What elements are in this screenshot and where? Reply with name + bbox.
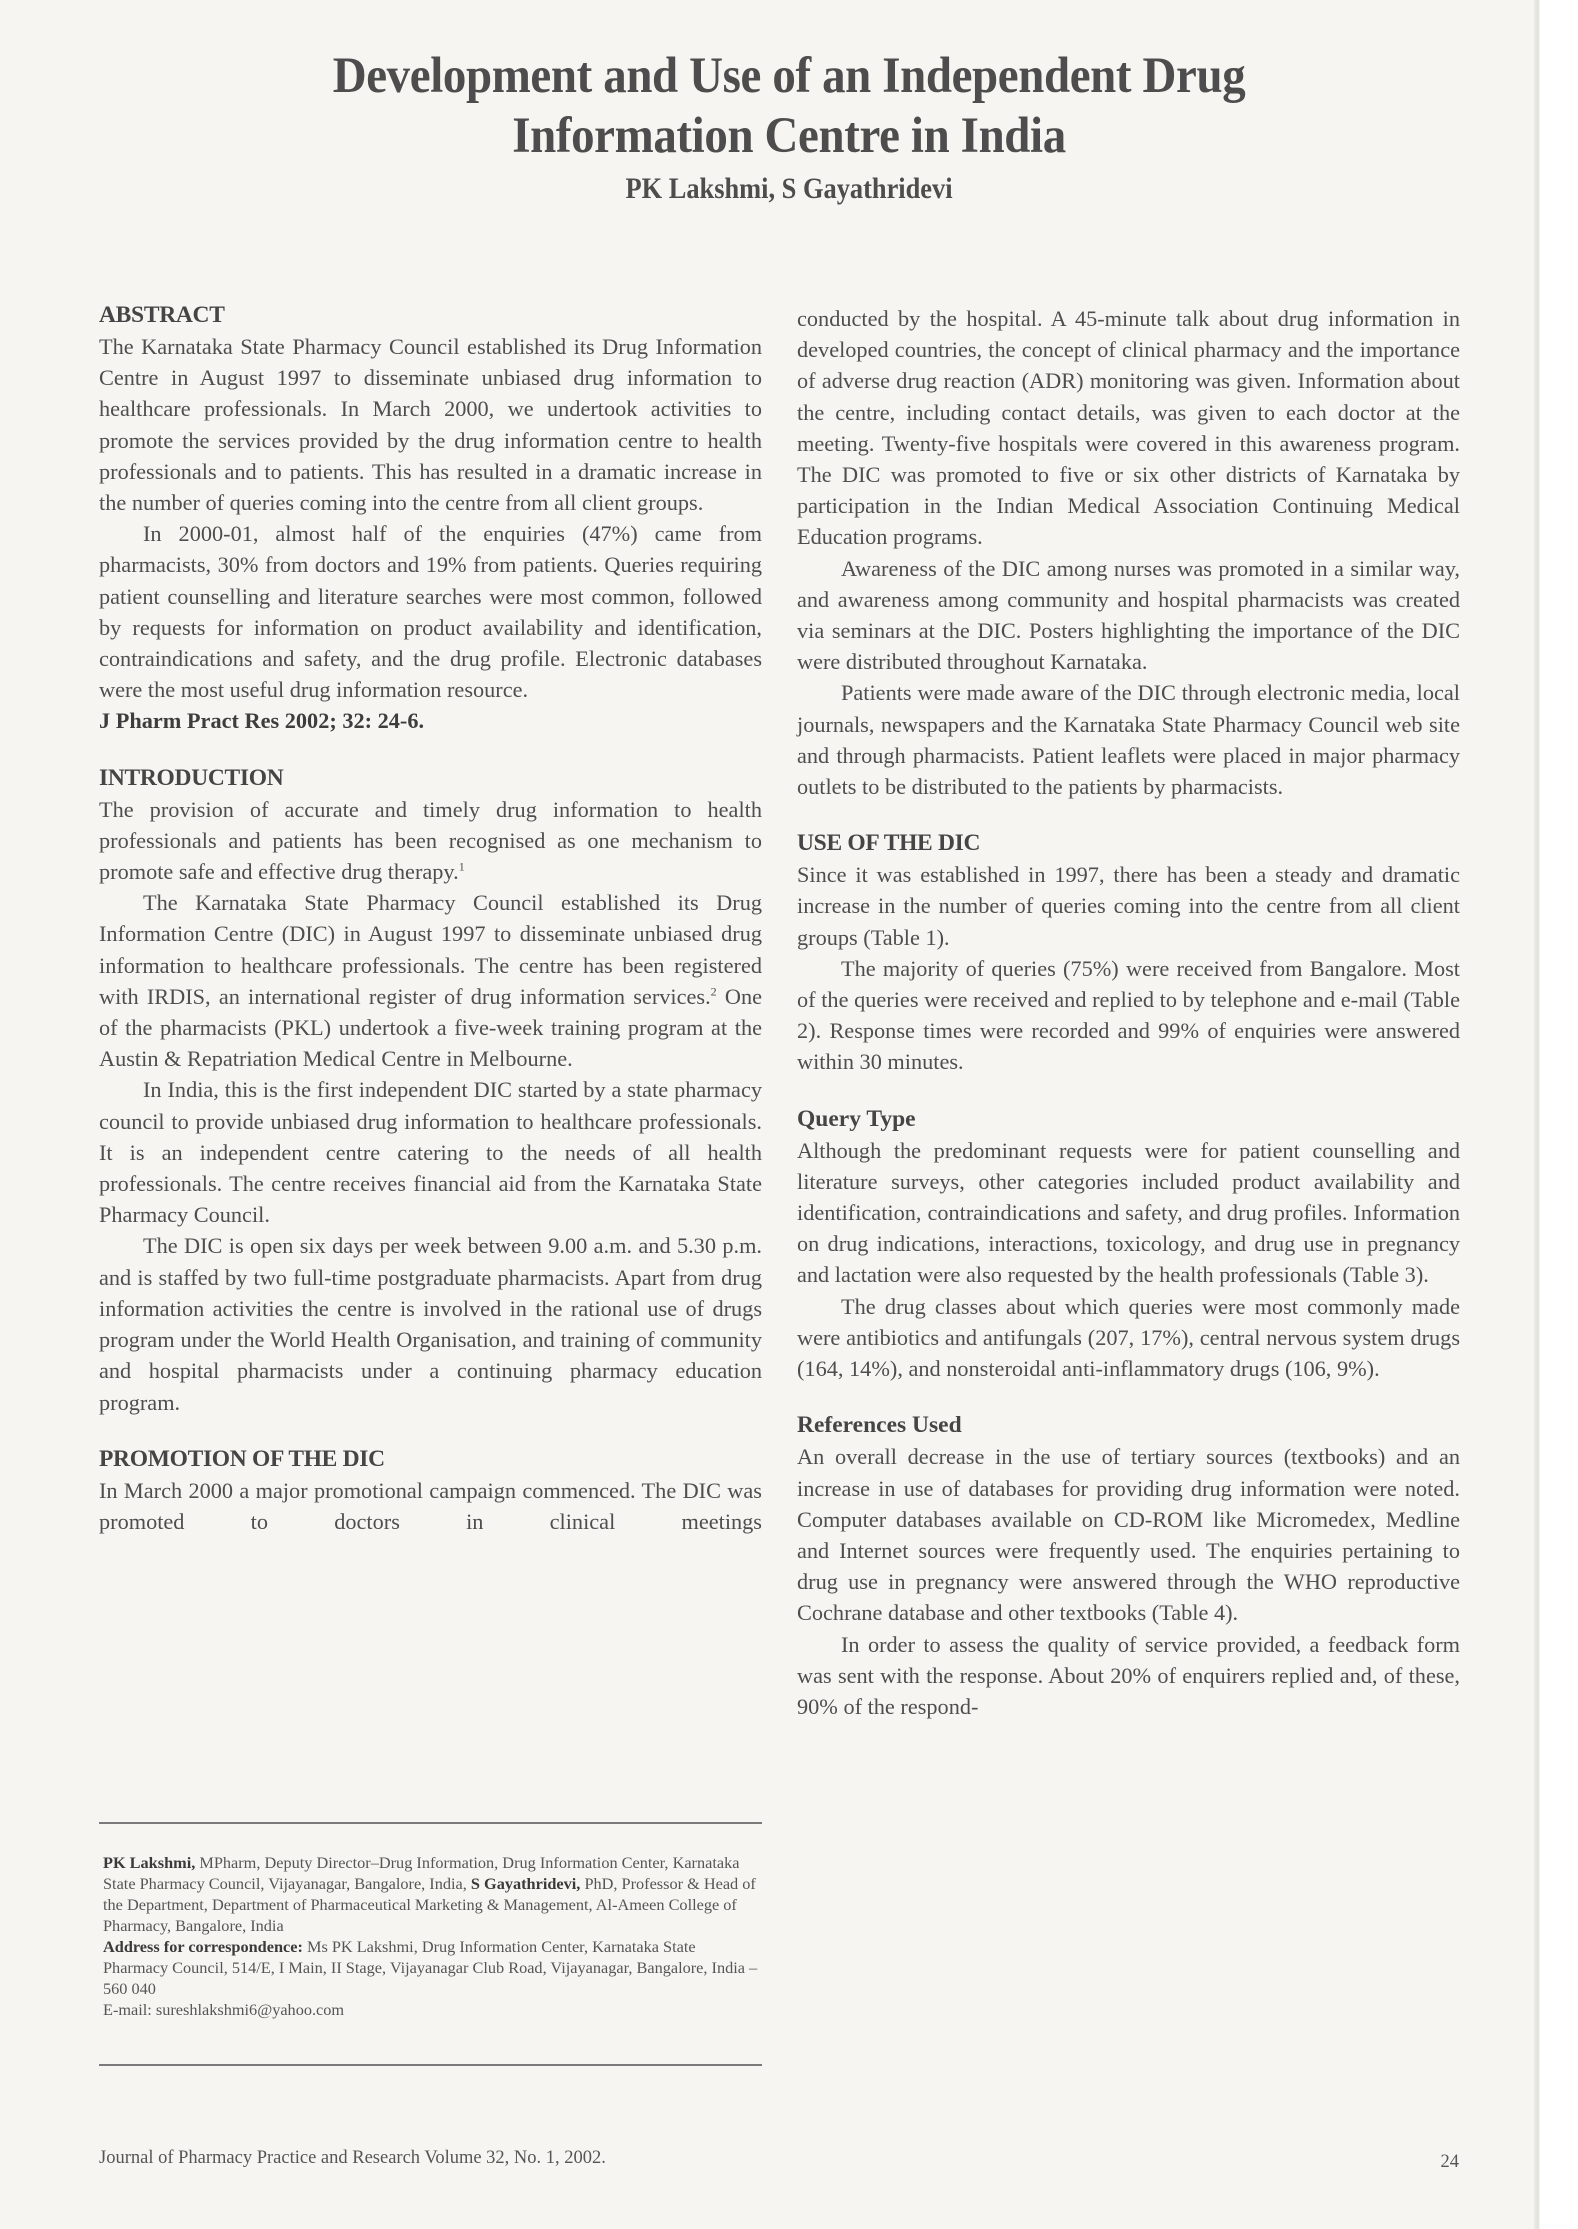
abstract-heading: ABSTRACT: [99, 302, 225, 328]
footnote-bottom-rule: [99, 2064, 762, 2066]
promotion-heading: PROMOTION OF THE DIC: [99, 1445, 385, 1472]
footnote-email: E-mail: sureshlakshmi6@yahoo.com: [103, 2000, 345, 2019]
article-header: [0, 46, 1578, 206]
use-of-dic-heading: USE OF THE DIC: [797, 830, 981, 857]
footer-journal-info: Journal of Pharmacy Practice and Research Volume 32, No. 1, 2002.: [99, 2148, 606, 2168]
introduction-paragraph-2-text: The Karnataka State Pharmacy Council established its Drug Information Centre (DIC) in August 1997 to disseminate unbiased drug information to healthcare professionals. The centre has been registered with IRDIS, an international register of drug information services.: [99, 890, 762, 1009]
left-column: [99, 300, 762, 1537]
introduction-paragraph-4: The DIC is open six days per week between 9.00 a.m. and 5.30 p.m. and is staffed by two full-time postgraduate pharmacists. Apart from drug information activities the centre is involved in the rational use of drugs program under the World Health Organisation, and training of community and hospital pharmacists under a continuing pharmacy education program.: [99, 1233, 762, 1415]
article-title-line-2: Information Centre in India: [512, 108, 1066, 164]
author-footnote: [103, 1852, 763, 2020]
right-column: [797, 303, 1460, 1722]
footnote-top-rule: [99, 1822, 762, 1824]
footnote-author-2-details: PhD, Professor & Head of the Department, Department of Pharmaceutical Marketing & Management, Al-Ameen College of Pharmacy, Bangalore, India: [103, 1874, 756, 1935]
query-type-heading: Query Type: [797, 1105, 916, 1132]
article-title: [63, 46, 1515, 166]
introduction-paragraph-3: In India, this is the first independent DIC started by a state pharmacy council to provide unbiased drug information to healthcare professionals. It is an independent centre catering to the needs of all health professionals. The centre receives financial aid from the Karnataka State Pharmacy Council.: [99, 1077, 762, 1228]
use-of-dic-paragraph-1: Since it was established in 1997, there has been a steady and dramatic increase in the number of queries coming into the centre from all client groups (Table 1).: [797, 862, 1460, 950]
reference-marker-2: 2: [710, 984, 717, 999]
page-number: 24: [1440, 2152, 1459, 2172]
promotion-paragraph-1-continued: conducted by the hospital. A 45-minute talk about drug information in developed countries, the concept of clinical pharmacy and the importance of adverse drug reaction (ADR) monitoring was given. Information about the centre, including contact details, was given to each doctor at the meeting. Twenty-five hospitals were covered in this awareness program. The DIC was promoted to five or six other districts of Karnataka by participation in the Indian Medical Association Continuing Medical Education programs.: [797, 306, 1460, 550]
references-used-paragraph-1: An overall decrease in the use of tertiary sources (textbooks) and an increase in use of databases for providing drug information were noted. Computer databases available on CD-ROM like Micromedex, Medline and Internet sources were frequently used. The enquiries pertaining to drug use in pregnancy were answered through the WHO reproductive Cochrane database and other textbooks (Table 4).: [797, 1444, 1460, 1626]
footnote-correspondence-label: Address for correspondence:: [103, 1937, 303, 1956]
abstract-paragraph-2: In 2000-01, almost half of the enquiries (47%) came from pharmacists, 30% from doctors and 19% from patients. Queries requiring patient counselling and literature searches were most common, followed by requests for information on product availability and identification, contraindications and safety, and the drug profile. Electronic databases were the most useful drug information resource.: [99, 521, 762, 703]
promotion-paragraph-2: Awareness of the DIC among nurses was promoted in a similar way, and awareness among community and hospital pharmacists was created via seminars at the DIC. Posters highlighting the importance of the DIC were distributed throughout Karnataka.: [797, 555, 1460, 675]
query-type-paragraph-2: The drug classes about which queries were most commonly made were antibiotics and antifungals (207, 17%), central nervous system drugs (164, 14%), and nonsteroidal anti-inflammatory drugs (106, 9%).: [797, 1293, 1460, 1382]
references-used-heading: References Used: [797, 1412, 962, 1439]
page-edge-shadow: [1534, 0, 1578, 2229]
use-of-dic-paragraph-2: The majority of queries (75%) were received from Bangalore. Most of the queries were received and replied to by telephone and e-mail (Table 2). Response times were recorded and 99% of enquiries were answered within 30 minutes.: [797, 955, 1460, 1075]
page-footer: [99, 2148, 1459, 2172]
footnote-author-1-details: MPharm, Deputy Director–Drug Information, Drug Information Center, Karnataka State Pharmacy Council, Vijayanagar, Bangalore, India,: [103, 1853, 740, 1893]
introduction-heading: INTRODUCTION: [99, 764, 284, 791]
introduction-paragraph-2-tail: One of the pharmacists (PKL) undertook a five-week training program at the Austin & Repatriation Medical Centre in Melbourne.: [99, 983, 762, 1072]
footnote-correspondence-address: Ms PK Lakshmi, Drug Information Center, Karnataka State Pharmacy Council, 514/E, I Main, II Stage, Vijayanagar Club Road, Vijayanagar, Bangalore, India – 560 040: [103, 1937, 758, 1998]
abstract-citation: J Pharm Pract Res 2002; 32: 24-6.: [99, 708, 425, 734]
abstract-paragraph-1: The Karnataka State Pharmacy Council established its Drug Information Centre in August 1997 to disseminate unbiased drug information to healthcare professionals. In March 2000, we undertook activities to promote the services provided by the drug information centre to health professionals and to patients. This has resulted in a dramatic increase in the number of queries coming into the centre from all client groups.: [99, 334, 762, 516]
introduction-paragraph-1-text: The provision of accurate and timely drug information to health professionals and patients has been recognised as one mechanism to promote safe and effective drug therapy.: [99, 796, 762, 885]
promotion-paragraph-3: Patients were made aware of the DIC through electronic media, local journals, newspapers and the Karnataka State Pharmacy Council web site and through pharmacists. Patient leaflets were placed in major pharmacy outlets to be distributed to the patients by pharmacists.: [797, 680, 1460, 800]
promotion-paragraph-1-start: In March 2000 a major promotional campaign commenced. The DIC was promoted to doctors in clinical meetings: [99, 1477, 762, 1534]
article-authors: PK Lakshmi, S Gayathridevi: [625, 172, 953, 205]
reference-marker-1: 1: [458, 859, 465, 874]
introduction-paragraph-2: [99, 887, 762, 1074]
query-type-paragraph-1: Although the predominant requests were for patient counselling and literature surveys, other categories included product availability and identification, contraindications and safety, and drug profiles. Information on drug indications, interactions, toxicology, and drug use in pregnancy and lactation were also requested by the health professionals (Table 3).: [797, 1137, 1460, 1288]
references-used-paragraph-2: In order to assess the quality of service provided, a feedback form was sent with the response. About 20% of enquirers replied and, of these, 90% of the respond-: [797, 1631, 1460, 1719]
introduction-paragraph-1: [99, 794, 762, 888]
article-title-line-1: Development and Use of an Independent Drug: [332, 48, 1246, 104]
footnote-author-1-name: PK Lakshmi,: [103, 1853, 196, 1872]
footnote-author-2-name: S Gayathridevi,: [470, 1874, 581, 1893]
